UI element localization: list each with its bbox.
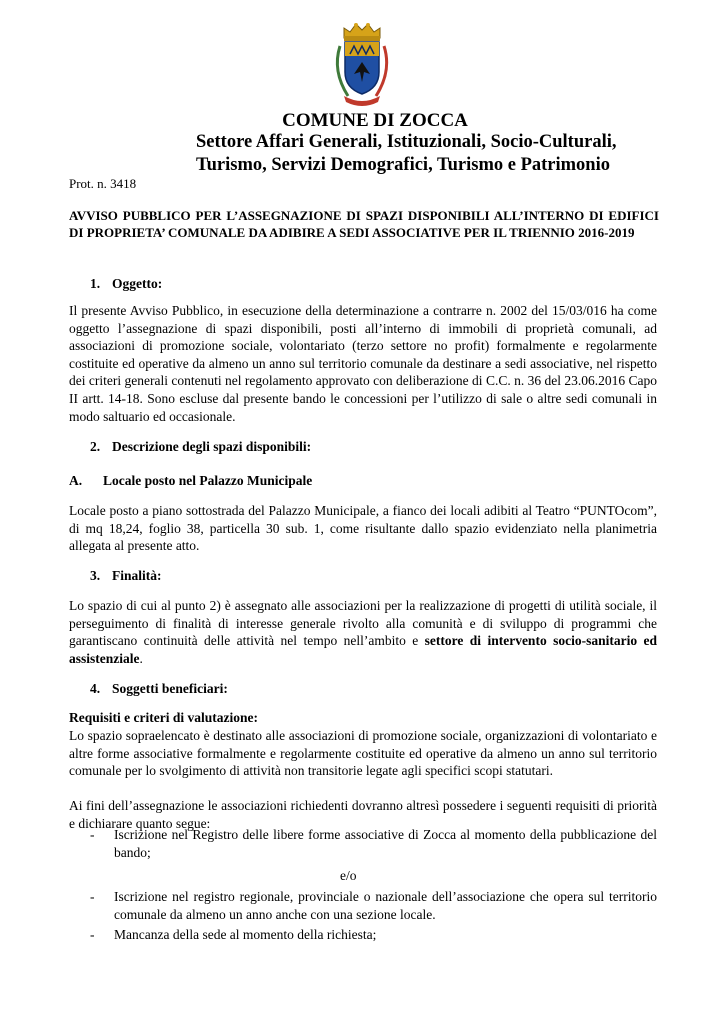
- notice-title: AVVISO PUBBLICO PER L’ASSEGNAZIONE DI SPAZI DISPONIBILI ALL’INTERNO DI EDIFICI DI PROPRIETA’ COMUNALE DA ADIBIRE A SEDI ASSOCIATIVE PER IL TRIENNIO 2016-2019: [69, 208, 659, 240]
- list-item: [90, 926, 657, 944]
- section-3-text-part: Lo spazio di cui al punto 2) è assegnato alle associazioni per la realizzazione di progetti di utilità sociale, il perseguimento di finalità di interesse generale rivolto alla comunità e di sviluppo di programmi che garantiscano continuità delle attività nel tempo nell’ambito e: [69, 598, 657, 649]
- subsection-letter: A.: [69, 473, 83, 488]
- list-item-text: Iscrizione nel Registro delle libere forme associative di Zocca al momento della pubblicazione del bando;: [114, 827, 657, 860]
- section-title: Soggetti beneficiari:: [112, 681, 228, 696]
- requirements-heading: Requisiti e criteri di valutazione:: [69, 710, 258, 725]
- section-number: 4.: [90, 681, 101, 696]
- connector-text: e/o: [340, 868, 357, 883]
- section-title: Finalità:: [112, 568, 162, 583]
- section-4-text-1: Lo spazio sopraelencato è destinato alle associazioni di promozione sociale, organizzazioni di volontariato e altre forme associative formalmente e regolarmente costituite ed operative da almeno un anno sul territorio comunale per lo svolgimento di attività non transitorie legate agli specifici scopi statutari.: [69, 728, 657, 779]
- coat-of-arms-icon: [330, 16, 394, 108]
- protocol-number: Prot. n. 3418: [69, 176, 137, 191]
- section-4-heading: [90, 681, 228, 697]
- section-4-text-2: Ai fini dell’assegnazione le associazioni richiedenti dovranno altresì possedere i seguenti requisiti di priorità e dichiarare quanto segue:: [69, 798, 657, 831]
- list-dash: -: [90, 927, 95, 942]
- list-item-text: Mancanza della sede al momento della richiesta;: [114, 927, 377, 942]
- municipality-name: COMUNE DI ZOCCA: [282, 110, 468, 131]
- section-2-text: Locale posto a piano sottostrada del Palazzo Municipale, a fianco dei locali adibiti al Teatro “PUNTOcom”, di mq 18,24, foglio 38, particella 30 sub. 1, come risultante dallo spazio evidenziato nella planimetria allegata al presente atto.: [69, 503, 657, 554]
- section-1-text: Il presente Avviso Pubblico, in esecuzione della determinazione a contrarre n. 2002 del 15/03/016 ha come oggetto l’assegnazione di spazi disponibili, posti all’interno di immobili di proprietà comunali, ad associazioni di promozione sociale, volontariato (terzo settore no profit) formalmente e regolarmente costituite ed operative da almeno un anno sul territorio comunale da destinare a sedi associative, nel rispetto dei criteri generali contenuti nel regolamento approvato con deliberazione di C.C. n. 36 del 23.06.2016 Capo II artt. 14-18. Sono escluse dal presente bando le concessioni per l’utilizzo di sale o altre sedi comunali in modo saltuario ed occasionale.: [69, 303, 657, 424]
- section-title: Oggetto:: [112, 276, 163, 291]
- list-item-text: Iscrizione nel registro regionale, provinciale o nazionale dell’associazione che opera sul territorio comunale da almeno un anno anche con una sezione locale.: [114, 889, 657, 922]
- list-dash: -: [90, 827, 95, 842]
- section-1-heading: [90, 276, 162, 292]
- section-number: 1.: [90, 276, 101, 291]
- list-item: [90, 888, 657, 923]
- section-title: Descrizione degli spazi disponibili:: [112, 439, 312, 454]
- section-3-text: [69, 597, 657, 667]
- sector-line-2: Turismo, Servizi Demografici, Turismo e Patrimonio: [196, 155, 610, 175]
- list-item: [90, 826, 657, 861]
- section-3-text-bold: settore di intervento socio-sanitario ed assistenziale: [69, 633, 657, 666]
- section-number: 3.: [90, 568, 101, 583]
- section-2-heading: [90, 439, 311, 455]
- sector-line-1: Settore Affari Generali, Istituzionali, Socio-Culturali,: [196, 132, 617, 152]
- section-3-heading: [90, 568, 162, 584]
- subsection-a-heading: [69, 473, 312, 489]
- list-dash: -: [90, 889, 95, 904]
- section-number: 2.: [90, 439, 101, 454]
- section-3-text-end: .: [139, 650, 143, 666]
- subsection-title: Locale posto nel Palazzo Municipale: [103, 473, 313, 488]
